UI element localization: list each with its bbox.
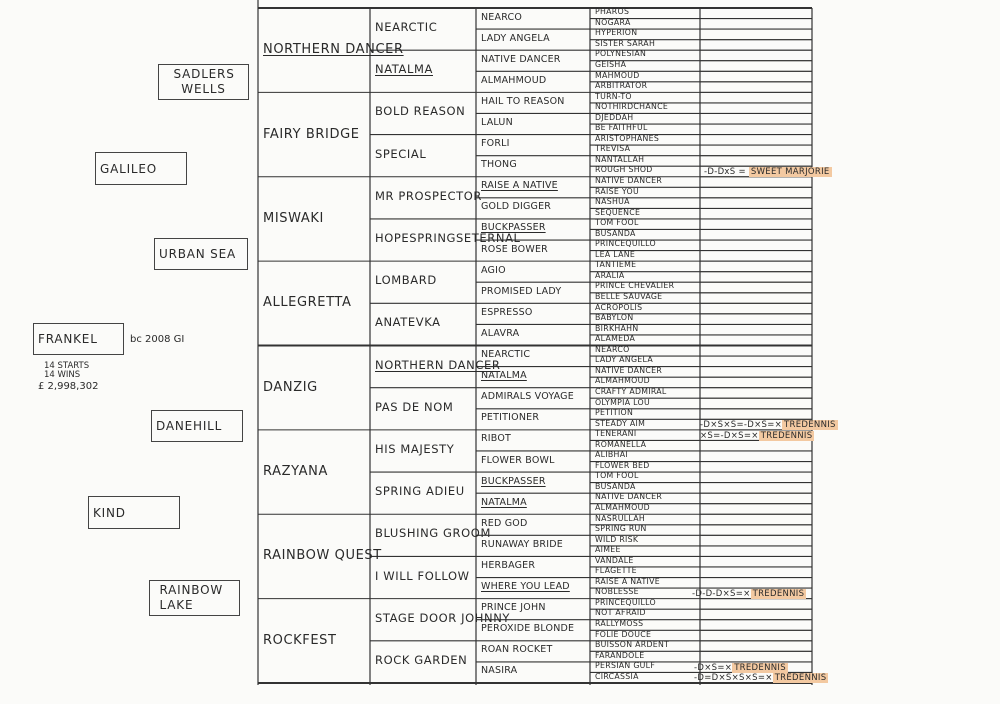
subject-stats xyxy=(38,362,98,392)
dam-name: KIND xyxy=(93,505,126,520)
gen6-cell: FARANDOLE xyxy=(595,650,645,660)
inbreeding-note xyxy=(692,589,806,599)
note-formula: ×S=-D×S=× xyxy=(700,430,759,441)
gen6-cell: PRINCEQUILLO xyxy=(595,597,656,607)
gen4-cell: NEARCTIC xyxy=(375,20,438,35)
subject-info: bc 2008 GI xyxy=(130,334,185,345)
gen4-cell: PAS DE NOM xyxy=(375,399,454,414)
gen6-cell: WILD RISK xyxy=(595,534,639,544)
note-formula: -D×S=× xyxy=(694,662,733,673)
gen6-cell: ARALIA xyxy=(595,270,625,280)
note-formula: -D×S×S=-D×S=× xyxy=(700,420,783,431)
gen6-cell: TOM FOOL xyxy=(595,218,639,228)
gen4-cell: MR PROSPECTOR xyxy=(375,188,482,203)
gen6-cell: ALAMEDA xyxy=(595,334,636,344)
gen6-cell: TOM FOOL xyxy=(595,471,639,481)
gen4-cell: ANATEVKA xyxy=(375,315,441,330)
note-formula: -D-DxS = xyxy=(704,167,749,178)
gen5-cell: RED GOD xyxy=(481,517,528,529)
gen4-cell: I WILL FOLLOW xyxy=(375,568,470,583)
gen5-cell: NATALMA xyxy=(481,496,527,508)
gen6-cell: POLYNESIAN xyxy=(595,49,647,59)
gen4-cell: SPECIAL xyxy=(375,146,427,161)
gen2-name-1: SADLERS WELLS xyxy=(173,67,235,96)
gen6-cell: ARISTOPHANES xyxy=(595,133,660,143)
gen5-cell: FORLI xyxy=(481,138,510,150)
gen6-cell: NOT AFRAID xyxy=(595,608,646,618)
gen5-cell: WHERE YOU LEAD xyxy=(481,581,570,593)
gen6-cell: VANDALE xyxy=(595,555,634,565)
dam-box xyxy=(88,496,180,529)
gen6-cell: ROUGH SHOD xyxy=(595,165,653,175)
inbreeding-note xyxy=(700,431,814,441)
gen5-cell: HERBAGER xyxy=(481,559,536,571)
gen3-cell: FAIRY BRIDGE xyxy=(263,126,360,142)
gen6-cell: TANTIEME xyxy=(595,260,637,270)
gen5-cell: PETITIONER xyxy=(481,412,540,424)
sire-name: GALILEO xyxy=(100,161,158,176)
gen6-cell: ARBITRATOR xyxy=(595,81,648,91)
gen4-cell: BLUSHING GROOM xyxy=(375,526,491,541)
note-formula: -D=D×S×S×S=× xyxy=(694,673,773,684)
gen6-cell: RAISE YOU xyxy=(595,186,639,196)
gen6-cell: NOTHIRDCHANCE xyxy=(595,102,669,112)
gen5-cell: ROAN ROCKET xyxy=(481,644,553,656)
gen2-name-3: DANEHILL xyxy=(156,419,223,433)
gen5-cell: HAIL TO REASON xyxy=(481,95,565,107)
gen6-cell: LADY ANGELA xyxy=(595,355,653,365)
gen6-cell: BUSANDA xyxy=(595,481,636,491)
gen6-cell: AIMEE xyxy=(595,545,621,555)
gen6-cell: RALLYMOSS xyxy=(595,618,644,628)
gen5-cell: NATIVE DANCER xyxy=(481,53,561,65)
gen5-cell: NATALMA xyxy=(481,370,527,382)
note-highlight: SWEET MARJORIE xyxy=(750,167,830,178)
gen4-cell: NORTHERN DANCER xyxy=(375,357,501,372)
gen6-cell: PRINCE CHEVALIER xyxy=(595,281,675,291)
gen5-cell: AGIO xyxy=(481,264,506,276)
inbreeding-note xyxy=(700,420,838,430)
gen6-cell: TREVISA xyxy=(595,144,631,154)
gen5-cell: LADY ANGELA xyxy=(481,32,550,44)
gen6-cell: BUISSON ARDENT xyxy=(595,640,670,650)
gen5-cell: GOLD DIGGER xyxy=(481,201,552,213)
gen5-cell: LALUN xyxy=(481,117,513,129)
gen6-cell: ACROPOLIS xyxy=(595,302,643,312)
gen6-cell: STEADY AIM xyxy=(595,418,646,428)
gen3-cell: DANZIG xyxy=(263,379,318,395)
gen5-cell: ADMIRALS VOYAGE xyxy=(481,391,574,403)
gen5-cell: PROMISED LADY xyxy=(481,285,562,297)
gen6-cell: RAISE A NATIVE xyxy=(595,576,660,586)
gen5-cell: ROSE BOWER xyxy=(481,243,548,255)
gen4-cell: SPRING ADIEU xyxy=(375,484,465,499)
gen5-cell: THONG xyxy=(481,159,517,171)
gen6-cell: NASHUA xyxy=(595,197,630,207)
gen4-cell: LOMBARD xyxy=(375,273,437,288)
gen3-cell: RAZYANA xyxy=(263,464,328,480)
gen6-cell: NANTALLAH xyxy=(595,154,645,164)
gen5-cell: PEROXIDE BLONDE xyxy=(481,623,575,635)
gen2-box-1 xyxy=(158,64,249,100)
note-highlight: TREDENNIS xyxy=(734,662,786,673)
gen5-cell: NEARCO xyxy=(481,11,523,23)
gen6-cell: FLOWER BED xyxy=(595,460,650,470)
gen4-cell: NATALMA xyxy=(375,62,433,77)
gen6-cell: BIRKHAHN xyxy=(595,323,639,333)
gen5-cell: ALAVRA xyxy=(481,327,520,339)
gen5-cell: FLOWER BOWL xyxy=(481,454,555,466)
gen6-cell: SISTER SARAH xyxy=(595,38,656,48)
gen6-cell: BE FAITHFUL xyxy=(595,123,648,133)
gen6-cell: BUSANDA xyxy=(595,228,636,238)
gen5-cell: BUCKPASSER xyxy=(481,222,546,234)
gen6-cell: ALMAHMOUD xyxy=(595,502,650,512)
gen6-cell: TENERANI xyxy=(595,429,637,439)
gen2-name-4: RAINBOW LAKE xyxy=(159,583,224,612)
gen3-cell: ROCKFEST xyxy=(263,632,337,648)
inbreeding-note xyxy=(694,663,788,673)
gen6-cell: NEARCO xyxy=(595,344,630,354)
gen6-cell: MAHMOUD xyxy=(595,70,640,80)
gen6-cell: PHAROS xyxy=(595,7,630,17)
gen3-cell: ALLEGRETTA xyxy=(263,295,352,311)
gen6-cell: GEISHA xyxy=(595,60,627,69)
gen2-box-4 xyxy=(149,580,240,616)
gen5-cell: ESPRESSO xyxy=(481,306,533,318)
gen6-cell: CRAFTY ADMIRAL xyxy=(595,386,667,396)
gen5-cell: RIBOT xyxy=(481,433,512,445)
note-formula: -D-D-D×S=× xyxy=(692,589,751,600)
subject-box xyxy=(33,323,124,355)
gen6-cell: NOBLESSE xyxy=(595,587,639,597)
note-highlight: TREDENNIS xyxy=(784,420,836,431)
note-highlight: TREDENNIS xyxy=(774,673,827,684)
gen6-cell: ROMANELLA xyxy=(595,439,647,449)
gen5-cell: ALMAHMOUD xyxy=(481,74,547,86)
gen5-cell: RUNAWAY BRIDE xyxy=(481,538,563,550)
gen6-cell: FLAGETTE xyxy=(595,566,637,576)
gen4-cell: STAGE DOOR JOHNNY xyxy=(375,610,511,625)
stats-starts: 14 STARTS xyxy=(44,361,90,371)
gen6-cell: NATIVE DANCER xyxy=(595,365,663,375)
gen6-cell: ALIBHAI xyxy=(595,450,628,460)
gen6-cell: PRINCEQUILLO xyxy=(595,239,656,249)
inbreeding-note xyxy=(704,167,832,177)
gen3-cell: NORTHERN DANCER xyxy=(263,42,404,58)
gen6-cell: HYPERION xyxy=(595,28,638,38)
stats-earnings: £ 2,998,302 xyxy=(38,380,99,392)
gen5-cell: BUCKPASSER xyxy=(481,475,546,487)
gen6-cell: ALMAHMOUD xyxy=(595,376,650,386)
gen6-cell: NATIVE DANCER xyxy=(595,492,663,502)
gen4-cell: BOLD REASON xyxy=(375,104,466,119)
sire-box xyxy=(95,152,187,185)
gen6-cell: SPRING RUN xyxy=(595,524,647,534)
gen5-cell: RAISE A NATIVE xyxy=(481,180,558,192)
gen4-cell: HOPESPRINGSETERNAL xyxy=(375,231,521,246)
gen6-cell: PERSIAN GULF xyxy=(595,661,656,671)
subject-name: FRANKEL xyxy=(38,332,98,346)
gen2-box-2 xyxy=(154,238,248,270)
inbreeding-note xyxy=(694,673,828,683)
gen6-cell: OLYMPIA LOU xyxy=(595,397,650,407)
gen2-box-3 xyxy=(151,410,243,442)
gen2-name-2: URBAN SEA xyxy=(159,247,236,261)
gen6-cell: NASRULLAH xyxy=(595,513,646,523)
gen4-cell: ROCK GARDEN xyxy=(375,652,468,667)
gen6-cell: CIRCASSIA xyxy=(595,671,639,681)
gen3-cell: MISWAKI xyxy=(263,210,324,226)
gen4-cell: HIS MAJESTY xyxy=(375,441,455,456)
gen6-cell: DJEDDAH xyxy=(595,112,634,122)
gen6-cell: LEA LANE xyxy=(595,249,636,259)
gen5-cell: NEARCTIC xyxy=(481,349,531,361)
gen5-cell: PRINCE JOHN xyxy=(481,602,546,614)
note-highlight: TREDENNIS xyxy=(752,589,805,600)
gen5-cell: NASIRA xyxy=(481,665,518,677)
gen6-cell: BELLE SAUVAGE xyxy=(595,292,663,302)
note-highlight: TREDENNIS xyxy=(760,430,813,441)
gen3-cell: RAINBOW QUEST xyxy=(263,548,382,564)
gen6-cell: NOGARA xyxy=(595,17,631,27)
gen6-cell: BABYLON xyxy=(595,313,634,323)
gen6-cell: FOLIE DOUCE xyxy=(595,629,652,639)
stats-wins: 14 WINS xyxy=(44,370,81,381)
gen6-cell: TURN-TO xyxy=(595,91,632,101)
gen6-cell: PETITION xyxy=(595,408,634,418)
gen6-cell: SEQUENCE xyxy=(595,207,641,217)
gen6-cell: NATIVE DANCER xyxy=(595,176,663,186)
